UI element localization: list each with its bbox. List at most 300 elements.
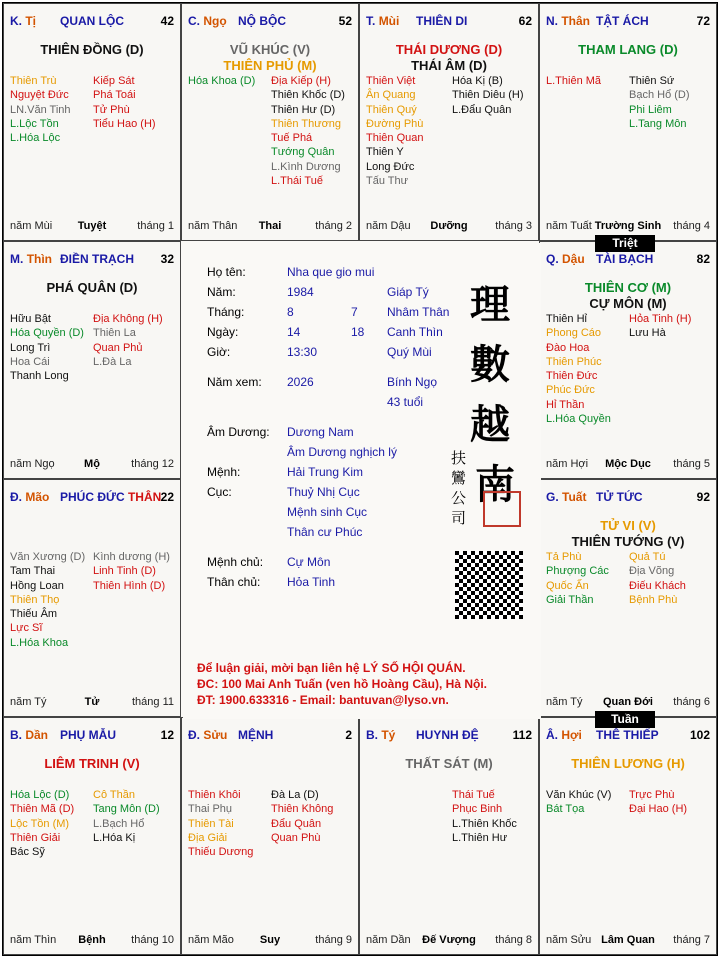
- palace-footer: [546, 934, 710, 948]
- palace-name: [60, 728, 116, 742]
- palace-cell-thin[interactable]: [3, 241, 181, 479]
- palace-header: [4, 252, 180, 268]
- month-label: tháng 1: [137, 220, 174, 232]
- star: L.Hóa Kị: [93, 831, 136, 844]
- stem-text: Đ.: [10, 490, 22, 504]
- year-label: năm Sửu: [546, 934, 592, 946]
- star: Thiên Giải: [10, 831, 61, 844]
- star: Thiên Trù: [10, 75, 57, 87]
- tuvi-chart: [2, 2, 718, 956]
- month-label: tháng 8: [495, 934, 532, 946]
- branch-text: Tý: [381, 728, 396, 742]
- dai-han-number: 112: [512, 728, 532, 742]
- palace-name: [60, 14, 124, 28]
- star: Thiên Y: [366, 146, 404, 159]
- star: Phá Toái: [93, 89, 136, 102]
- star: Phi Liêm: [629, 103, 672, 116]
- main-star: THAM LANG (D): [578, 42, 678, 57]
- star: Hỉ Thần: [546, 398, 585, 411]
- stem-text: Q.: [546, 252, 559, 266]
- palace-header: [540, 14, 716, 30]
- star: Đà La (D): [271, 789, 319, 801]
- branch-label: [546, 252, 585, 266]
- truong-sinh-label: Đế Vượng: [422, 934, 476, 946]
- palace-footer: [10, 220, 174, 234]
- info-label: Năm:: [207, 285, 236, 299]
- main-star: TỬ VI (V): [600, 518, 656, 533]
- info-label: Thân chủ:: [207, 575, 261, 589]
- stars-right: [271, 788, 333, 845]
- stem-text: G.: [546, 490, 559, 504]
- star: Phúc Đức: [546, 384, 595, 397]
- branch-text: Thìn: [26, 252, 53, 266]
- star: Bạch Hổ (D): [629, 89, 690, 102]
- stars-left: [546, 74, 601, 88]
- star: Thiên Sứ: [629, 75, 675, 87]
- seal-char: 扶: [451, 449, 467, 467]
- month-label: tháng 4: [673, 220, 710, 232]
- truong-sinh-label: Lâm Quan: [601, 934, 655, 946]
- star: L.Tang Môn: [629, 117, 687, 130]
- star: Phong Cáo: [546, 327, 602, 340]
- palace-header: [360, 14, 538, 30]
- info-canchi-value: 43 tuổi: [387, 395, 424, 409]
- star: Thiên Hư (D): [271, 103, 336, 116]
- contact-line: ĐT: 1900.633316 - Email: bantuvan@lyso.vn.: [197, 693, 449, 707]
- info-value: Dương Nam: [287, 425, 354, 439]
- palace-name: [238, 14, 286, 28]
- stars-right: [452, 788, 517, 845]
- palace-name-text: TẬT ÁCH: [596, 14, 649, 28]
- star: Tam Thai: [10, 565, 56, 578]
- palace-name: [60, 490, 161, 504]
- info-value: Mệnh sinh Cục: [287, 505, 368, 519]
- dai-han-number: 92: [696, 490, 710, 504]
- palace-header: [540, 728, 716, 744]
- palace-footer: [546, 458, 710, 472]
- star: L.Thiên Khốc: [452, 817, 517, 830]
- stem-text: T.: [366, 14, 376, 28]
- calligraphy-char-2: 數: [470, 341, 510, 388]
- star: Kiếp Sát: [93, 75, 135, 87]
- star: Thanh Long: [10, 370, 69, 383]
- star: Địa Kiếp (H): [271, 75, 331, 87]
- truong-sinh-label: Tuyệt: [77, 220, 107, 232]
- stem-text: M.: [10, 252, 24, 266]
- star: Đào Hoa: [546, 341, 590, 354]
- star: Tả Phù: [546, 551, 582, 563]
- seal-vertical-text: [451, 448, 467, 528]
- stars-right: [271, 74, 345, 188]
- stars-left: [366, 74, 423, 188]
- palace-cell-suu[interactable]: [181, 717, 359, 955]
- info-value: Thân cư Phúc: [287, 525, 363, 539]
- info-label: Tháng:: [207, 305, 245, 319]
- branch-label: [10, 14, 36, 28]
- info-label: Mệnh chủ:: [207, 555, 264, 569]
- star: Nguyệt Đức: [10, 89, 69, 102]
- star: Quan Phủ: [93, 341, 143, 354]
- branch-text: Hợi: [561, 728, 582, 742]
- star: Địa Võng: [629, 565, 675, 578]
- star: Đẩu Quân: [271, 817, 322, 830]
- truong-sinh-label: Bệnh: [78, 934, 106, 946]
- stars-left: [10, 312, 84, 383]
- palace-name-text: QUAN LỘC: [60, 14, 124, 28]
- info-value: Hỏa Tinh: [287, 575, 336, 589]
- branch-text: Sửu: [203, 728, 228, 742]
- truong-sinh-label: Thai: [258, 220, 282, 232]
- star: Lộc Tồn (M): [10, 817, 70, 830]
- year-label: năm Thìn: [10, 934, 57, 946]
- palace-header: [4, 490, 180, 506]
- info-label: Họ tên:: [207, 265, 246, 279]
- branch-label: [188, 14, 227, 28]
- star: Giải Thần: [546, 593, 594, 606]
- calligraphy-char-4: 南: [475, 461, 515, 508]
- branch-text: Thân: [561, 14, 591, 28]
- star: Cô Thần: [93, 789, 135, 801]
- palace-header: [4, 14, 180, 30]
- branch-label: [10, 252, 52, 266]
- contact-line: ĐC: 100 Mai Anh Tuấn (ven hồ Hoàng Cầu), Hà Nội.: [197, 677, 488, 691]
- branch-label: [10, 490, 49, 504]
- palace-footer: [188, 934, 352, 948]
- dai-han-number: 2: [345, 728, 352, 742]
- info-value: Nha que gio mui: [287, 265, 375, 279]
- palace-header: [540, 252, 716, 268]
- star: Tử Phù: [93, 103, 130, 116]
- palace-header: [360, 728, 538, 744]
- palace-header: [4, 728, 180, 744]
- star: Thiếu Âm: [10, 608, 58, 621]
- star: Hóa Khoa (D): [188, 75, 256, 87]
- palace-cell-dan[interactable]: [3, 717, 181, 955]
- stars-right: [93, 550, 170, 593]
- star: Trực Phù: [629, 789, 675, 801]
- stars-right: [629, 312, 691, 341]
- palace-name: [238, 728, 273, 742]
- palace-header: [540, 490, 716, 506]
- palace-name-text: ĐIỀN TRẠCH: [60, 252, 134, 266]
- year-label: năm Tý: [10, 696, 47, 708]
- month-label: tháng 5: [673, 458, 710, 470]
- dai-han-number: 82: [696, 252, 710, 266]
- dai-han-number: 22: [160, 490, 174, 504]
- star: Thiên Hình (D): [93, 579, 166, 592]
- year-label: năm Ngọ: [10, 458, 55, 470]
- info-label: Năm xem:: [207, 375, 262, 389]
- info-value: 8: [287, 305, 294, 319]
- palace-header: [182, 728, 358, 744]
- info-canchi-value: Nhâm Thân: [387, 305, 450, 319]
- palace-name-text: PHÚC ĐỨC: [60, 490, 125, 504]
- stars-right: [629, 550, 686, 607]
- stars-left: [546, 550, 609, 607]
- red-seal-stamp: [483, 491, 521, 527]
- stars-right: [452, 74, 524, 117]
- main-star: THÁI DƯƠNG (D): [395, 42, 503, 57]
- branch-text: Ngọ: [203, 14, 227, 28]
- star: Hữu Bật: [10, 313, 51, 325]
- calligraphy-char-3: 越: [470, 401, 510, 448]
- than-marker: THÂN: [127, 490, 162, 504]
- star: Tuế Phá: [271, 132, 313, 145]
- truong-sinh-label: Trường Sinh: [594, 220, 662, 232]
- palace-footer: [10, 934, 174, 948]
- branch-label: [366, 728, 395, 742]
- star: Lưu Hà: [629, 327, 666, 340]
- month-label: tháng 7: [673, 934, 710, 946]
- branch-label: [546, 14, 590, 28]
- star: Bệnh Phù: [629, 593, 678, 606]
- info-value: 13:30: [287, 345, 318, 359]
- branch-text: Tị: [25, 14, 37, 28]
- branch-text: Dần: [25, 728, 49, 742]
- year-label: năm Hợi: [546, 458, 589, 470]
- star: Hóa Quyền (D): [10, 327, 84, 340]
- palace-name-text: THIÊN DI: [416, 14, 468, 28]
- star: Thiên Việt: [366, 75, 416, 87]
- seal-char: 司: [451, 509, 467, 527]
- star: Hỏa Tinh (H): [629, 313, 692, 325]
- star: Thiên Quý: [366, 103, 417, 116]
- main-star: PHÁ QUÂN (D): [46, 280, 138, 295]
- truong-sinh-label: Mộ: [84, 458, 100, 470]
- star: L.Thái Tuế: [271, 175, 323, 188]
- palace-name: [416, 728, 479, 742]
- truong-sinh-label: Quan Đới: [603, 696, 653, 708]
- star: Thiên Đức: [546, 370, 598, 383]
- year-label: năm Mão: [188, 934, 234, 946]
- star: L.Thiên Hư: [452, 831, 508, 844]
- info-value: Thuỷ Nhị Cục: [287, 485, 360, 499]
- month-label: tháng 12: [131, 458, 174, 470]
- qr-code-icon[interactable]: [455, 551, 523, 619]
- palace-name-text: MỆNH: [238, 728, 274, 742]
- year-label: năm Mùi: [10, 220, 53, 232]
- star: Linh Tinh (D): [93, 565, 156, 578]
- star: Hóa Kị (B): [452, 75, 503, 87]
- palace-footer: [10, 458, 174, 472]
- month-label: tháng 3: [495, 220, 532, 232]
- info-value: Hải Trung Kim: [287, 465, 364, 479]
- branch-label: [10, 728, 48, 742]
- stem-text: B.: [366, 728, 378, 742]
- palace-name: [596, 490, 643, 504]
- dai-han-number: 102: [689, 728, 710, 742]
- palace-name-text: HUYNH ĐỆ: [416, 728, 479, 742]
- star: Long Trì: [10, 341, 51, 354]
- dai-han-number: 62: [518, 14, 532, 28]
- info-label: Giờ:: [207, 345, 231, 359]
- info-value: 1984: [287, 285, 314, 299]
- star: Thiên La: [93, 327, 136, 340]
- info-value: 2026: [287, 375, 314, 389]
- year-label: năm Tý: [546, 696, 583, 708]
- truong-sinh-label: Suy: [259, 934, 281, 946]
- branch-label: [188, 728, 227, 742]
- star: Long Đức: [366, 160, 415, 173]
- star: Thiên Khốc (D): [271, 89, 345, 102]
- star: LN.Văn Tinh: [10, 103, 71, 116]
- main-star: VŨ KHÚC (V): [229, 42, 311, 57]
- star: Tấu Thư: [366, 175, 409, 188]
- stars-right: [93, 74, 156, 131]
- star: Thai Phụ: [188, 803, 233, 816]
- palace-footer: [188, 220, 352, 234]
- palace-name: [596, 252, 653, 266]
- stars-right: [93, 312, 163, 369]
- star: Văn Xương (D): [10, 551, 86, 563]
- main-star: THÁI ÂM (D): [411, 58, 487, 73]
- branch-text: Dậu: [562, 252, 585, 266]
- star: Đại Hao (H): [629, 803, 688, 816]
- truong-sinh-label: Mộc Dục: [605, 458, 651, 470]
- star: Hoa Cái: [10, 355, 50, 368]
- star: Thiên Khôi: [188, 789, 241, 801]
- palace-name: [60, 252, 134, 266]
- star: Thiên Thọ: [10, 593, 60, 606]
- stars-right: [629, 74, 690, 131]
- year-label: năm Dậu: [366, 220, 411, 232]
- stars-right: [629, 788, 687, 817]
- star: Quả Tú: [629, 551, 666, 563]
- star: Địa Giải: [188, 831, 228, 844]
- month-label: tháng 2: [315, 220, 352, 232]
- dai-han-number: 72: [696, 14, 710, 28]
- palace-name-text: TÀI BẠCH: [596, 252, 654, 266]
- palace-header: [182, 14, 358, 30]
- branch-text: Mùi: [378, 14, 400, 28]
- palace-name: [596, 14, 649, 28]
- palace-cell-than[interactable]: [539, 3, 717, 241]
- main-star: CỰ MÔN (M): [589, 296, 667, 311]
- month-label: tháng 10: [131, 934, 174, 946]
- stars-left: [546, 788, 611, 817]
- star: Hồng Loan: [10, 579, 64, 592]
- dai-han-number: 42: [160, 14, 174, 28]
- palace-cell-ty[interactable]: [359, 717, 539, 955]
- stars-left: [10, 550, 85, 650]
- calligraphy-char-1: 理: [470, 281, 510, 328]
- stem-text: B.: [10, 728, 22, 742]
- info-lunar-value: 7: [351, 305, 358, 319]
- stars-right: [93, 788, 160, 845]
- month-label: tháng 6: [673, 696, 710, 708]
- star: Thiếu Dương: [188, 846, 254, 859]
- star: L.Đẩu Quân: [452, 103, 512, 116]
- year-label: năm Tuất: [546, 220, 592, 232]
- star: L.Thiên Mã: [546, 75, 602, 87]
- star: L.Hóa Khoa: [10, 636, 69, 649]
- info-canchi-value: Quý Mùi: [387, 345, 432, 359]
- star: Thiên Hỉ: [546, 313, 587, 325]
- star: Thái Tuế: [452, 789, 495, 801]
- info-value: Âm Dương nghịch lý: [287, 445, 397, 459]
- branch-text: Mão: [25, 490, 50, 504]
- info-value: Cự Môn: [287, 555, 331, 569]
- month-label: tháng 9: [315, 934, 352, 946]
- star: L.Hóa Lộc: [10, 132, 61, 145]
- seal-char: 鸞: [451, 469, 467, 487]
- info-label: Ngày:: [207, 325, 239, 339]
- stars-left: [188, 788, 253, 859]
- stem-text: Đ.: [188, 728, 200, 742]
- star: Quan Phù: [271, 831, 321, 844]
- star: Tướng Quân: [271, 146, 335, 159]
- dai-han-number: 52: [338, 14, 352, 28]
- triet-tag: Triệt: [595, 235, 655, 252]
- info-label: Âm Dương:: [207, 425, 270, 439]
- palace-cell-ngo[interactable]: [181, 3, 359, 241]
- star: Bác Sỹ: [10, 846, 45, 859]
- palace-name-text: PHỤ MẪU: [60, 728, 116, 742]
- star: Hóa Lộc (D): [10, 789, 70, 801]
- palace-cell-mui[interactable]: [359, 3, 539, 241]
- stars-left: [188, 74, 255, 88]
- dai-han-number: 12: [160, 728, 174, 742]
- star: Thiên Mã (D): [10, 803, 75, 816]
- palace-cell-mao[interactable]: [3, 479, 181, 717]
- palace-cell-hoi[interactable]: [539, 717, 717, 955]
- star: Thiên Diêu (H): [452, 89, 524, 102]
- main-star: LIÊM TRINH (V): [44, 756, 140, 771]
- info-label: Cục:: [207, 485, 232, 499]
- info-label: Mệnh:: [207, 465, 241, 479]
- star: Ân Quang: [366, 89, 416, 102]
- star: L.Lộc Tồn: [10, 117, 59, 130]
- info-canchi-value: Bính Ngọ: [387, 375, 438, 389]
- branch-label: [366, 14, 399, 28]
- stem-text: K.: [10, 14, 22, 28]
- palace-name-text: THÊ THIẾP: [596, 728, 659, 742]
- main-star: THIÊN PHỦ (M): [223, 58, 317, 73]
- palace-cell-ti[interactable]: [3, 3, 181, 241]
- star: Phục Binh: [452, 803, 503, 816]
- palace-cell-dau[interactable]: [539, 241, 717, 479]
- stars-left: [546, 312, 611, 426]
- palace-name: [596, 728, 659, 742]
- palace-cell-tuat[interactable]: [539, 479, 717, 717]
- branch-text: Tuất: [562, 490, 587, 504]
- star: L.Kình Dương: [271, 160, 341, 173]
- info-value: 14: [287, 325, 301, 339]
- branch-label: [546, 728, 582, 742]
- palace-footer: [546, 220, 710, 234]
- tuan-tag: Tuần: [595, 711, 655, 728]
- star: Thiên Không: [271, 803, 334, 816]
- palace-footer: [546, 696, 710, 710]
- year-label: năm Dần: [366, 934, 411, 946]
- year-label: năm Thân: [188, 220, 238, 232]
- palace-name-text: NỘ BỘC: [238, 14, 286, 28]
- truong-sinh-label: Tử: [84, 696, 100, 708]
- stars-left: [10, 788, 74, 859]
- star: Địa Không (H): [93, 313, 163, 325]
- palace-name: [416, 14, 467, 28]
- stars-left: [10, 74, 71, 145]
- stem-text: Â.: [546, 728, 558, 742]
- star: Thiên Thương: [271, 117, 342, 130]
- star: L.Bạch Hổ: [93, 817, 145, 830]
- info-canchi-value: Canh Thìn: [387, 325, 443, 339]
- info-lunar-value: 18: [351, 325, 365, 339]
- palace-footer: [366, 934, 532, 948]
- star: L.Hóa Quyền: [546, 413, 611, 426]
- star: Lực Sĩ: [10, 622, 43, 635]
- star: Văn Khúc (V): [546, 789, 612, 801]
